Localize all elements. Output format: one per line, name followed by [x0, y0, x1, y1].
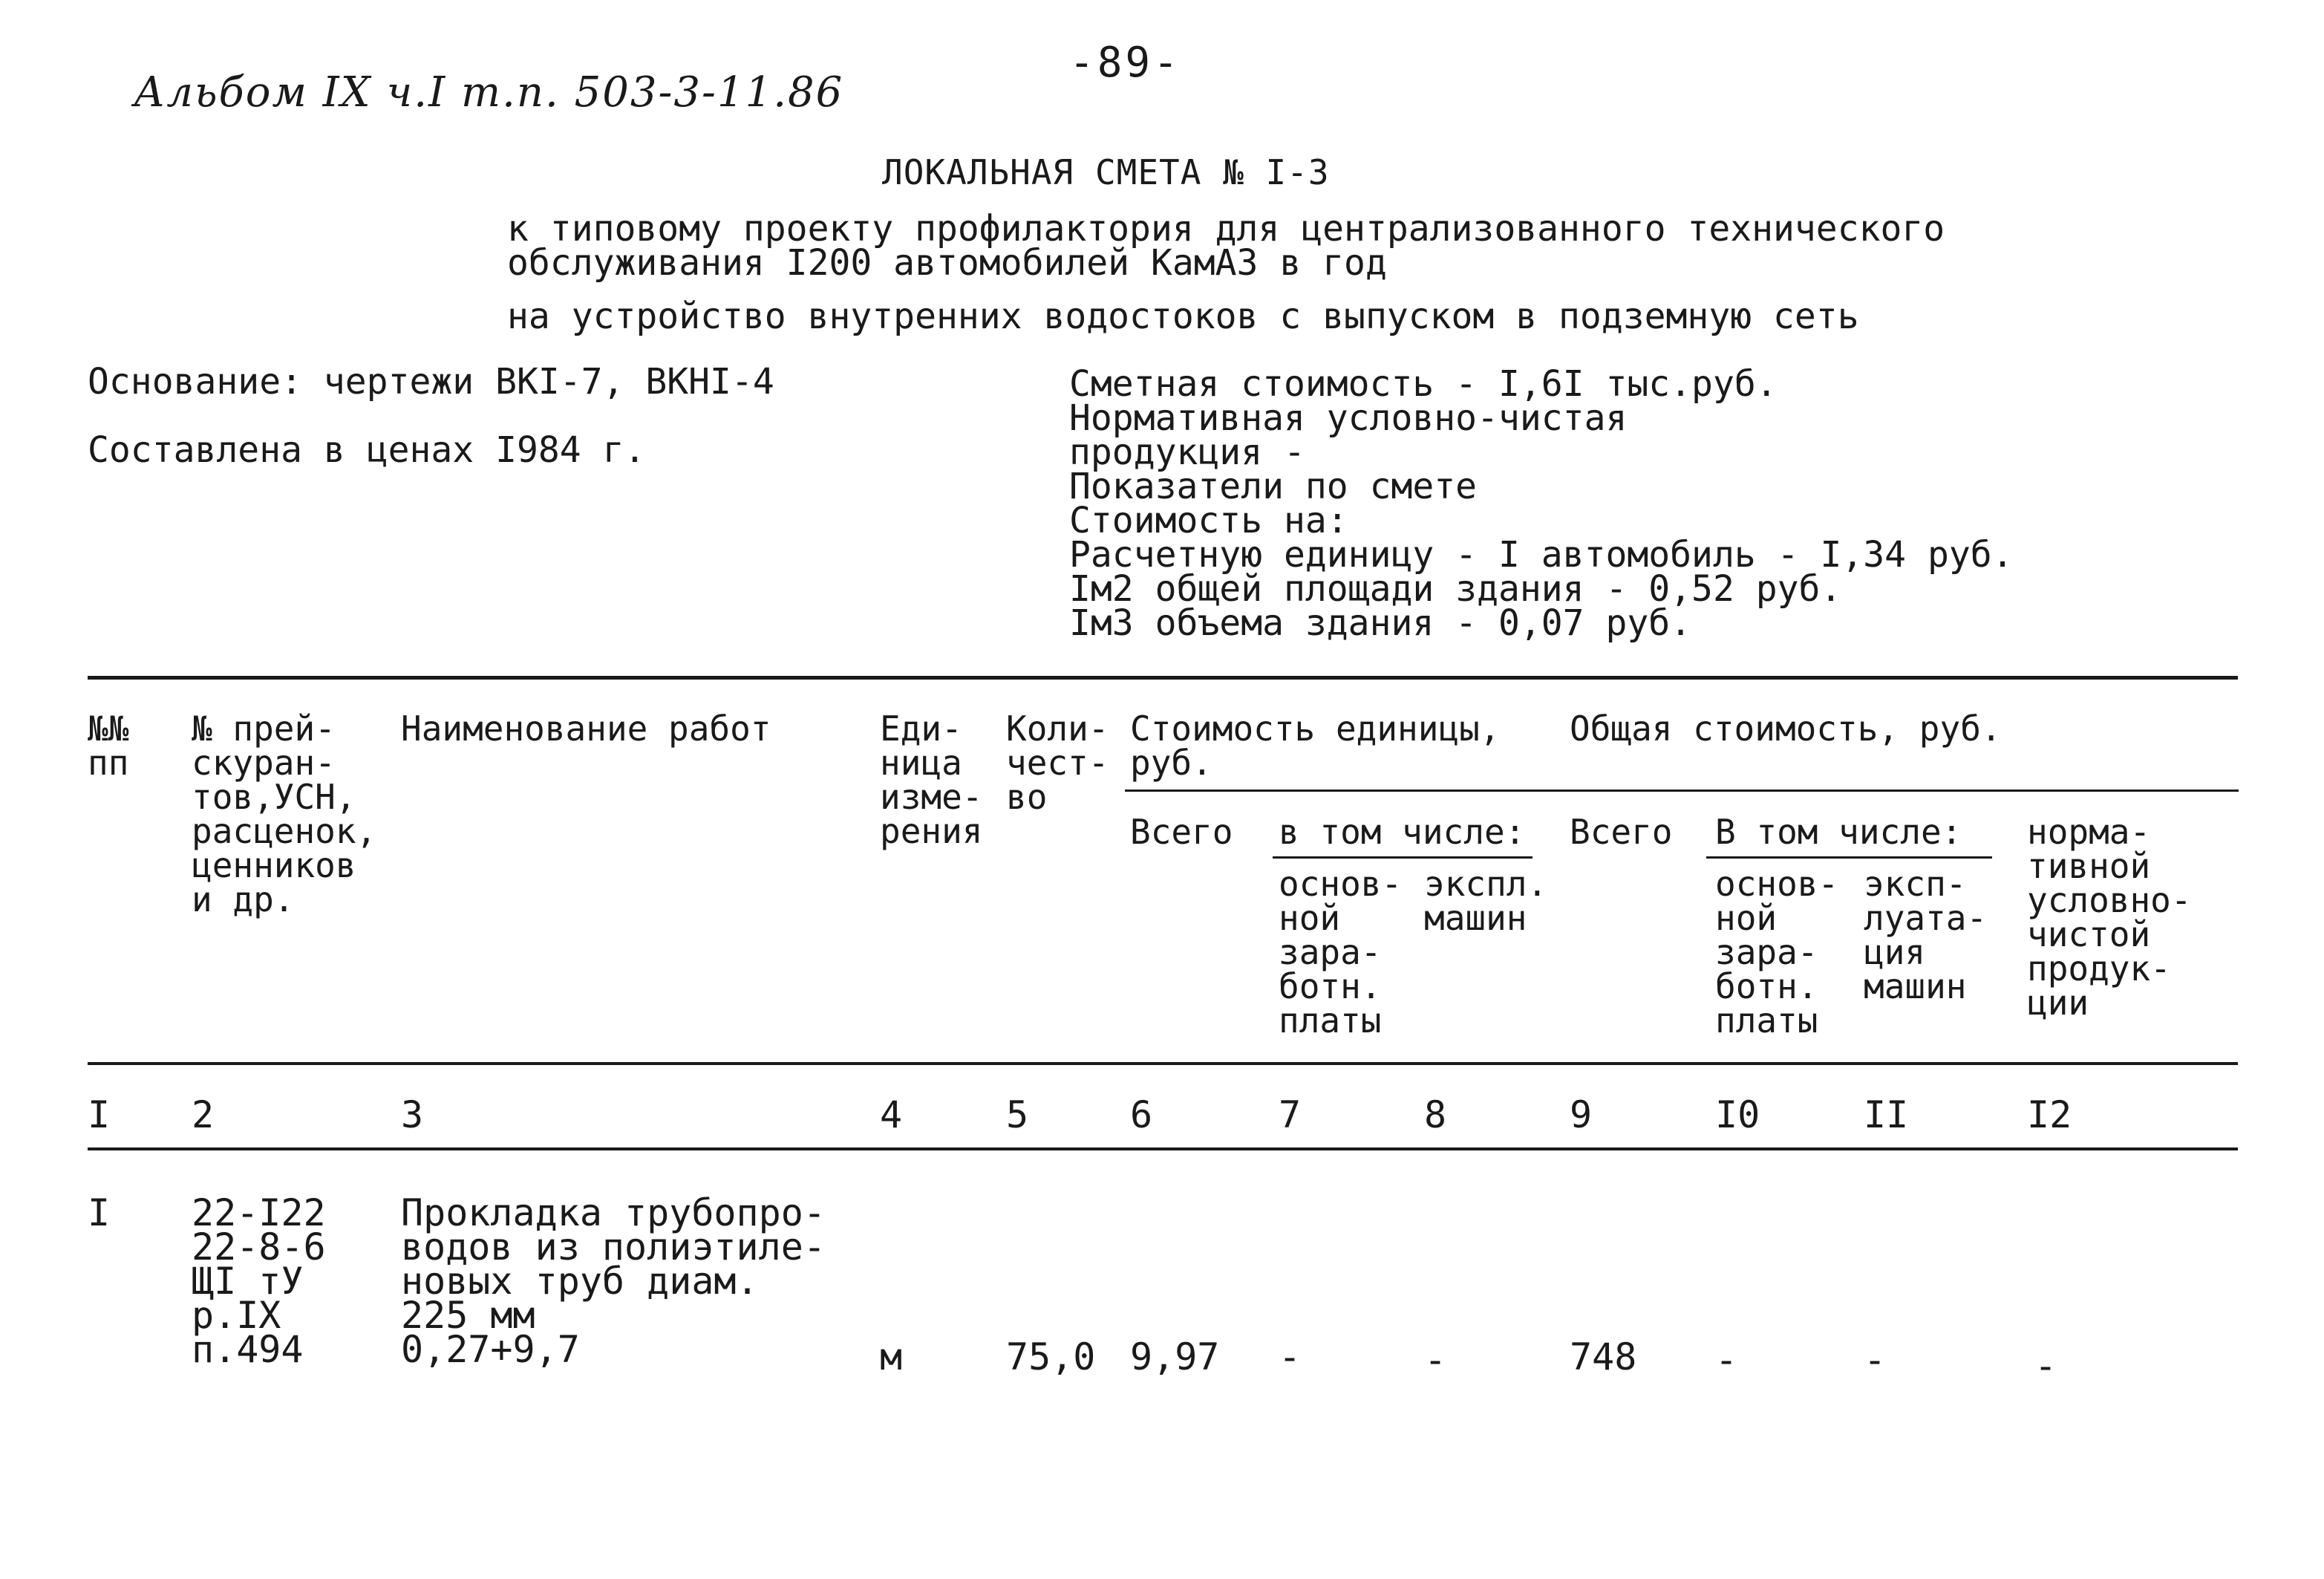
price-level: Составлена в ценах I984 г.: [88, 429, 646, 471]
header-unit-wage: основ- ной зара- ботн. платы: [1279, 864, 1403, 1041]
header-normative-product: норма- тивной условно- чистой продук- ции: [2027, 812, 2192, 1023]
header-total-machines: эксп- луата- ция машин: [1864, 864, 1988, 1006]
col-number-8: 8: [1424, 1093, 1447, 1136]
col-number-6: 6: [1130, 1093, 1153, 1136]
row-unit-total: 9,97: [1130, 1335, 1220, 1378]
col-number-11: II: [1864, 1093, 1909, 1136]
cost-group-rule: [1125, 790, 2239, 792]
col-number-3: 3: [401, 1093, 424, 1136]
header-incl-a: в том числе:: [1279, 812, 1526, 852]
row-total: 748: [1570, 1335, 1637, 1378]
row-unit: м: [880, 1335, 903, 1378]
header-total-all: Всего: [1570, 812, 1673, 852]
normative-product: Нормативная условно-чистая продукция -: [1069, 397, 1628, 473]
handwritten-album-note: Альбом IX ч.I т.п. 503-3-11.86: [134, 68, 844, 117]
col-number-2: 2: [192, 1093, 215, 1136]
header-unit-total: Всего: [1130, 812, 1233, 852]
header-total-wage: основ- ной зара- ботн. платы: [1715, 864, 1839, 1041]
header-bottom-rule: [88, 1062, 2238, 1065]
table-top-rule: [88, 676, 2238, 680]
subtitle-line-2: обслуживания I200 автомобилей КамАЗ в год: [507, 242, 1387, 284]
indicators-heading: Показатели по смете: [1069, 466, 1478, 507]
row-work-name: Прокладка трубопро- водов из полиэтиле- новых труб диам. 225 мм 0,27+9,7: [401, 1191, 826, 1371]
col-number-10: I0: [1715, 1093, 1760, 1136]
estimate-purpose: на устройство внутренних водостоков с выпуском в подземную сеть: [507, 296, 1859, 337]
document-title: ЛОКАЛЬНАЯ СМЕТА № I-3: [882, 152, 1330, 192]
cost-per-m2: Iм2 общей площади здания - 0,52 руб.: [1069, 568, 1842, 610]
subtitle-line-1: к типовому проекту профилактория для централизованного технического: [507, 208, 1945, 250]
incl-b-underline: [1706, 856, 1992, 859]
header-unit: Еди- ница изме- рения: [880, 709, 983, 851]
header-quantity: Коли- чест- во: [1006, 709, 1109, 817]
header-col-number: №№ пп: [88, 709, 129, 783]
header-incl-b: В том числе:: [1715, 812, 1962, 852]
header-unit-cost: Стоимость единицы, руб.: [1130, 709, 1501, 783]
estimated-cost: Сметная стоимость - I,6I тыс.руб.: [1069, 363, 1778, 405]
cost-on-label: Стоимость на:: [1069, 500, 1348, 541]
header-unit-machines: экспл. машин: [1424, 864, 1548, 938]
cost-per-m3: Iм3 объема здания - 0,07 руб.: [1069, 602, 1692, 644]
row-total-normative: -: [2034, 1344, 2057, 1387]
basis-drawings: Основание: чертежи ВКI-7, ВКНI-4: [88, 361, 774, 403]
header-work-name: Наименование работ: [401, 709, 771, 749]
row-unit-machines: -: [1424, 1338, 1447, 1381]
col-number-5: 5: [1006, 1093, 1029, 1136]
cost-per-unit: Расчетную единицу - I автомобиль - I,34 руб.: [1069, 534, 2014, 576]
row-total-machines: -: [1864, 1338, 1887, 1381]
row-total-wage: -: [1715, 1338, 1738, 1381]
col-number-7: 7: [1279, 1093, 1302, 1136]
row-quantity: 75,0: [1006, 1335, 1096, 1378]
col-number-9: 9: [1570, 1093, 1593, 1136]
incl-a-underline: [1273, 856, 1533, 859]
row-unit-wage: -: [1279, 1335, 1302, 1378]
col-number-1: I: [88, 1093, 111, 1136]
col-numbers-rule: [88, 1147, 2238, 1150]
header-total-cost: Общая стоимость, руб.: [1570, 709, 2002, 749]
page-number: -89-: [1069, 39, 1181, 87]
col-number-12: I2: [2027, 1093, 2072, 1136]
row-number: I: [88, 1191, 111, 1234]
header-price-ref: № прей- скуран- тов,УСН, расценок, ценников и др.: [192, 709, 377, 919]
row-price-ref: 22-I22 22-8-6 ЩI тУ р.IX п.494: [192, 1191, 326, 1371]
col-number-4: 4: [880, 1093, 903, 1136]
